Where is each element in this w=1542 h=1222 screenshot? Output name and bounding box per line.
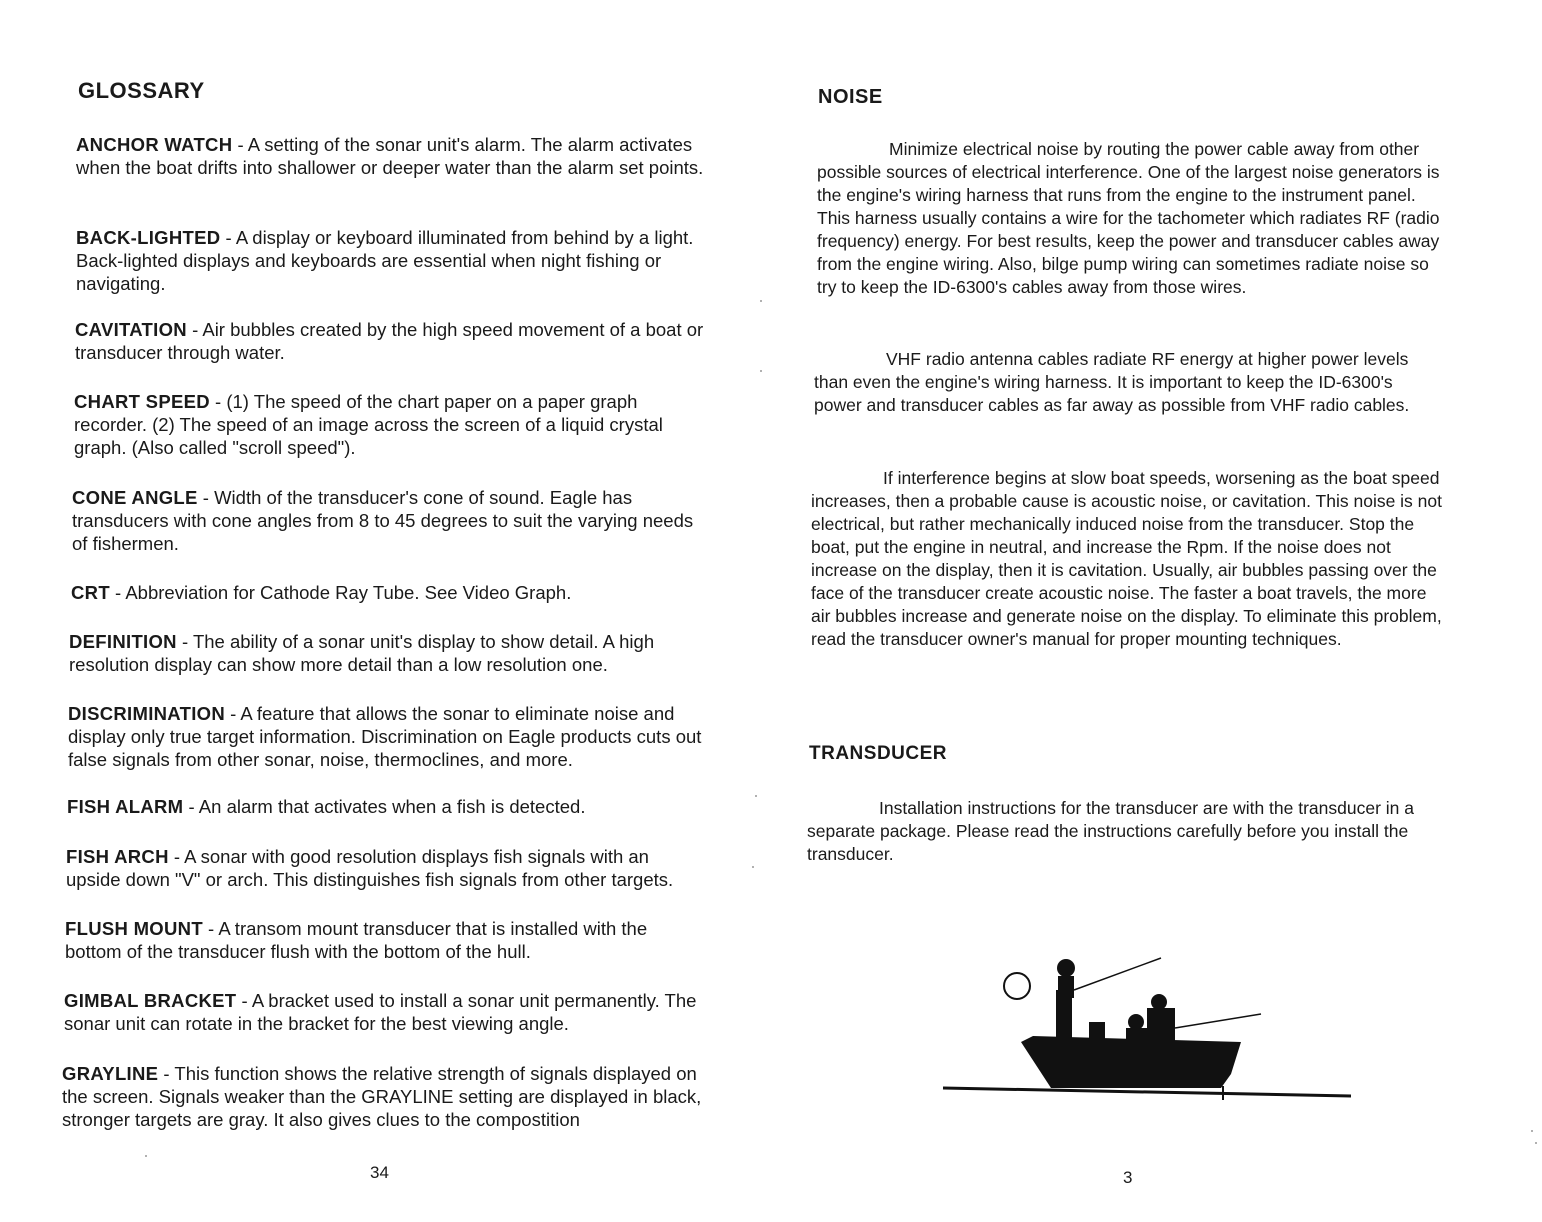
glossary-term: DEFINITION [69,631,177,652]
glossary-entry [71,581,711,604]
glossary-definition: - A feature that allows the sonar to eliminate noise and display only true target information. Discrimination on Eagle products cuts out false signals from other sonar, noise, thermoclines, and more. [68,703,702,770]
noise-paragraph: Minimize electrical noise by routing the power cable away from other possible sources of electrical interference. One of the largest noise generators is the engine's wiring harness that runs from the engine to the instrument panel. This harness usually contains a wire for the tachometer which radiates RF (radio frequency) energy. For best results, keep the power and transducer cables away from the engine wiring. Also, bilge pump wiring can sometimes radiate noise so try to keep the ID-6300's cables away from those wires. [817,139,1440,297]
page-number: 34 [370,1163,389,1182]
fishing-boat-silhouette-icon [941,950,1361,1110]
scan-speck [752,866,754,868]
noise-paragraph: If interference begins at slow boat speeds, worsening as the boat speed increases, then a probable cause is acoustic noise, or cavitation. This noise is not electrical, but rather mechanically induced noise from the transducer. Stop the boat, put the engine in neutral, and increase the Rpm. If the noise does not increase on the display, then it is cavitation. Usually, air bubbles passing over the face of the transducer create acoustic noise. The faster a boat travels, the more air bubbles increase and generate noise on the display. To eliminate this problem, read the transducer owner's manual for proper mounting techniques. [811,468,1442,649]
glossary-term: FISH ALARM [67,796,184,817]
scan-speck [755,795,757,797]
glossary-entry [68,702,708,771]
glossary-definition: - A setting of the sonar unit's alarm. The alarm activates when the boat drifts into shallower or deeper water than the alarm set points. [76,134,704,178]
glossary-entry [76,226,716,295]
glossary-entry [65,917,705,963]
glossary-entry [69,630,709,676]
glossary-term: ANCHOR WATCH [76,134,233,155]
glossary-entry [74,390,714,459]
glossary-entry [64,989,704,1035]
glossary-definition: - A sonar with good resolution displays fish signals with an upside down "V" or arch. This distinguishes fish signals from other targets. [66,846,674,890]
glossary-term: CONE ANGLE [72,487,198,508]
scan-speck [760,300,762,302]
scan-speck [760,370,762,372]
glossary-definition: - An alarm that activates when a fish is detected. [183,796,586,817]
glossary-definition: - The ability of a sonar unit's display to show detail. A high resolution display can show more detail than a low resolution one. [69,631,655,675]
glossary-term: CRT [71,582,110,603]
noise-heading: NOISE [818,86,883,108]
transducer-paragraph: Installation instructions for the transducer are with the transducer in a separate package. Please read the instructions carefully before you install the transducer. [807,798,1414,864]
glossary-entry [67,795,707,818]
scan-speck [1531,1130,1533,1132]
glossary-term: GIMBAL BRACKET [64,990,237,1011]
scan-speck [1535,1142,1537,1144]
glossary-term: DISCRIMINATION [68,703,225,724]
glossary-term: CHART SPEED [74,391,210,412]
glossary-definition: - Air bubbles created by the high speed movement of a boat or transducer through water. [75,319,704,363]
right-page [771,0,1542,1222]
glossary-definition: - Abbreviation for Cathode Ray Tube. See Video Graph. [109,582,572,603]
glossary-entry [72,486,712,555]
glossary-term: FLUSH MOUNT [65,918,203,939]
glossary-term: BACK-LIGHTED [76,227,221,248]
noise-paragraph: VHF radio antenna cables radiate RF energy at higher power levels than even the engine's wiring harness. It is important to keep the ID-6300's power and transducer cables as far away as possible from VHF radio cables. [814,349,1410,415]
glossary-definition: - This function shows the relative strength of signals displayed on the screen. Signals weaker than the GRAYLINE setting are displayed in black, stronger targets are gray. It also gives clues to the compostition [62,1063,702,1130]
scan-speck [145,1155,147,1157]
glossary-definition: - (1) The speed of the chart paper on a paper graph recorder. (2) The speed of an image across the screen of a liquid crystal graph. (Also called "scroll speed"). [74,391,663,458]
glossary-entry [75,318,715,364]
glossary-definition: - A display or keyboard illuminated from behind by a light. Back-lighted displays and keyboards are essential when night fishing or navigating. [76,227,694,294]
glossary-definition: - A bracket used to install a sonar unit permanently. The sonar unit can rotate in the bracket for the best viewing angle. [64,990,697,1034]
transducer-heading: TRANSDUCER [809,743,947,764]
glossary-heading: GLOSSARY [78,78,205,103]
glossary-term: CAVITATION [75,319,187,340]
glossary-entry [66,845,706,891]
glossary-term: FISH ARCH [66,846,169,867]
glossary-term: GRAYLINE [62,1063,159,1084]
glossary-entry [76,133,716,179]
glossary-definition: - A transom mount transducer that is installed with the bottom of the transducer flush with the bottom of the hull. [65,918,648,962]
page-number: 3 [1123,1168,1133,1187]
glossary-definition: - Width of the transducer's cone of sound. Eagle has transducers with cone angles from 8 to 45 degrees to suit the varying needs of fishermen. [72,487,694,554]
glossary-entry [62,1062,702,1131]
